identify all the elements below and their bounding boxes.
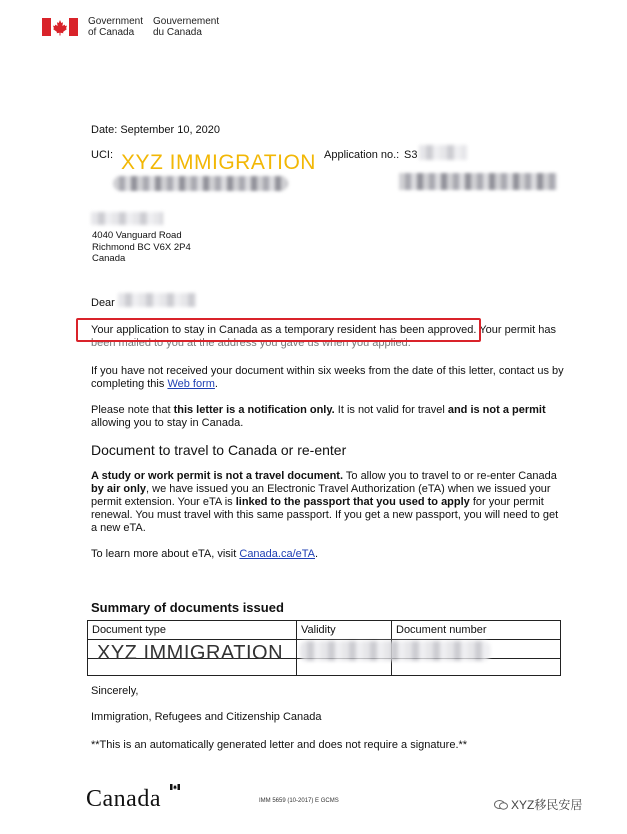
approval-paragraph: Your application to stay in Canada as a temporary resident has been approved. Your permit has <box>91 324 556 336</box>
gouvernement-du-canada-fr: Gouvernement du Canada <box>153 16 220 38</box>
form-number: IMM 5659 (10-2017) E GCMS <box>259 798 339 804</box>
canada-wordmark: Canada <box>86 786 161 812</box>
eta-link[interactable]: Canada.ca/eTA <box>239 548 315 560</box>
redacted-addressee <box>91 212 163 225</box>
table-cell <box>392 659 561 676</box>
closing: Sincerely, <box>91 685 139 697</box>
letter-date: Date: September 10, 2020 <box>91 124 221 136</box>
wordmark-flag-icon <box>170 784 180 790</box>
redacted-id <box>399 173 557 190</box>
footnote: **This is an automatically generated letter and does not require a signature.** <box>91 739 468 751</box>
redacted-application-number <box>419 145 467 160</box>
wechat-icon <box>494 800 508 810</box>
redacted-name <box>113 176 288 191</box>
col-document-number: Document number <box>392 621 561 640</box>
mailing-address: 4040 Vanguard Road Richmond BC V6X 2P4 Canada <box>92 230 191 264</box>
paragraph-eta-info: To learn more about eTA, visit Canada.ca/eTA. <box>91 548 319 560</box>
col-document-type: Document type <box>88 621 297 640</box>
uci-label: UCI: <box>91 149 113 161</box>
col-validity: Validity <box>297 621 392 640</box>
canada-flag-icon <box>42 18 78 36</box>
table-cell <box>297 659 392 676</box>
government-of-canada-en: Government of Canada <box>88 16 144 38</box>
application-number-label: Application no.: <box>324 149 400 161</box>
wechat-account-label: XYZ移民安居 <box>494 798 582 812</box>
approval-paragraph-line2: been mailed to you at the address you gave us when you applied. <box>91 337 411 349</box>
approval-sentence: Your application to stay in Canada as a temporary resident has been approved. <box>91 324 477 336</box>
redacted-salutation-name <box>118 293 196 307</box>
paragraph-travel-document: A study or work permit is not a travel document. To allow you to travel to or re-enter Canada by air only, we have issued you an Electronic Travel Authorization (eTA) when we issued your permit extension. Your eTA is linked to the passport that you used to apply for your permit renewal. You must travel with this same passport. If you get a new passport, you will need to get a new eTA. <box>91 470 559 534</box>
highlight-box <box>76 318 481 342</box>
salutation: Dear <box>91 297 115 309</box>
paragraph-not-received: If you have not received your document within six weeks from the date of this letter, contact us by completing this Web form. <box>91 365 564 390</box>
watermark-top: XYZ IMMIGRATION <box>121 151 316 174</box>
section-title-travel: Document to travel to Canada or re-enter <box>91 442 347 458</box>
web-form-link[interactable]: Web form <box>167 378 215 390</box>
application-number-prefix: S3 <box>404 149 418 161</box>
paragraph-notification-only: Please note that this letter is a notification only. It is not valid for travel and is not a permit allowing you to stay in Canada. <box>91 404 546 429</box>
redacted-table-values <box>300 641 490 661</box>
signatory: Immigration, Refugees and Citizenship Canada <box>91 711 322 723</box>
watermark-table: XYZ IMMIGRATION <box>97 642 284 664</box>
summary-title: Summary of documents issued <box>91 600 284 615</box>
